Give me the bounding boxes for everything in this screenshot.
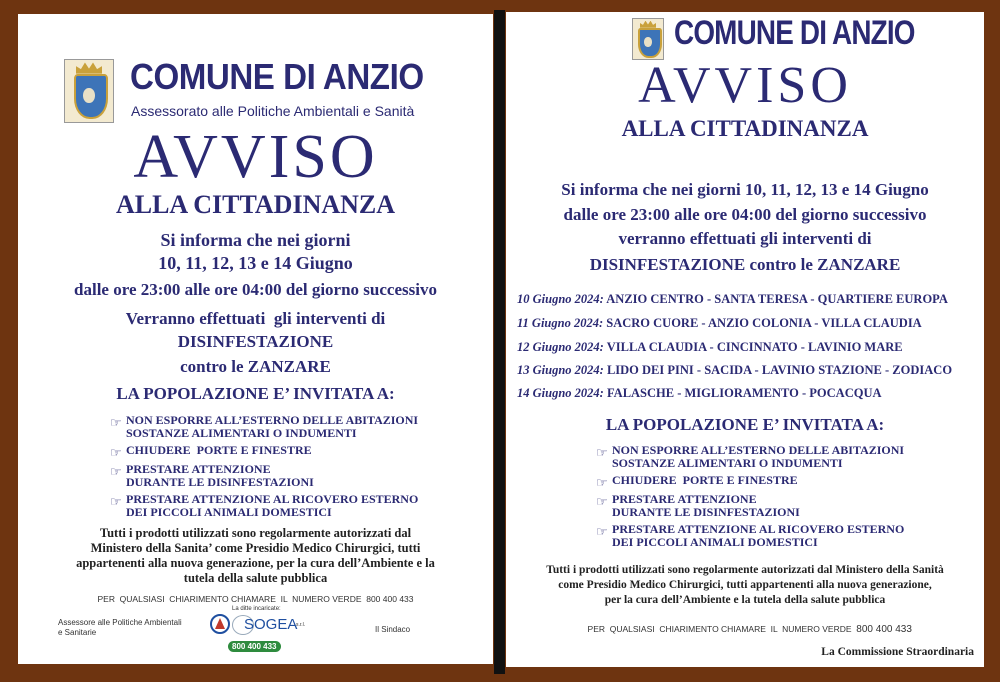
list-item: ☞ PRESTARE ATTENZIONE DURANTE LE DISINFESTAZIONI [596, 492, 800, 519]
coat-of-arms-icon [64, 59, 114, 123]
sogea-logo-icon [210, 614, 230, 634]
info-line-2: 10, 11, 12, 13 e 14 Giugno [158, 253, 353, 273]
info-line-3: verranno effettuati gli interventi di [618, 229, 872, 248]
sogea-name: SOGEA [244, 616, 298, 633]
products-note: Tutti i prodotti utilizzati sono regolarmente autorizzati dal Ministero della Sanità come Presidio Medico Chirurgici, tutti appartenenti alla nuova generazione, per la cura dell’Ambiente e la tutela della salute pubblica [546, 564, 944, 606]
pointing-hand-icon: ☞ [596, 445, 608, 460]
schedule-row: 12 Giugno 2024: VILLA CLAUDIA - CINCINNATO - LAVINIO MARE [517, 340, 903, 354]
bullet-list [110, 414, 480, 519]
contro-zanzare: contro le ZANZARE [180, 357, 331, 376]
sogea-suffix: s.r.l. [296, 622, 306, 628]
commission-signature: La Commissione Straordinaria [821, 646, 974, 658]
pointing-hand-icon: ☞ [596, 524, 608, 539]
pointing-hand-icon: ☞ [596, 475, 608, 490]
avviso-title: AVVISO [638, 57, 852, 114]
info-line-2: dalle ore 23:00 alle ore 04:00 del giorno successivo [563, 205, 927, 224]
contact-line: PER QUALSIASI CHIARIMENTO CHIAMARE IL NUMERO VERDE 800 400 433 [97, 594, 414, 604]
info-line-1: Si informa che nei giorni [160, 230, 351, 250]
coat-of-arms-icon [632, 18, 664, 60]
pointing-hand-icon: ☞ [110, 464, 122, 479]
green-number-badge: 800 400 433 [228, 641, 281, 652]
pointing-hand-icon: ☞ [110, 445, 122, 460]
org-name: COMUNE DI ANZIO [674, 14, 915, 52]
popolazione-invitata: LA POPOLAZIONE E’ INVITATA A: [605, 415, 885, 434]
contractor-block [208, 606, 318, 656]
info-line-1: Si informa che nei giorni 10, 11, 12, 13 e 14 Giugno [561, 180, 929, 199]
alla-cittadinanza: ALLA CITTADINANZA [621, 116, 869, 141]
verranno-line: Verranno effettuati gli interventi di [125, 309, 386, 328]
left-poster [18, 14, 493, 664]
org-subtitle: Assessorato alle Politiche Ambientali e Sanità [131, 103, 415, 119]
pointing-hand-icon: ☞ [596, 494, 608, 509]
center-divider [494, 10, 505, 674]
pointing-hand-icon: ☞ [110, 415, 122, 430]
sindaco-signature: Il Sindaco [375, 625, 411, 634]
contact-line: PER QUALSIASI CHIARIMENTO CHIAMARE IL NUMERO VERDE 800 400 433 [587, 624, 912, 635]
list-item: ☞ CHIUDERE PORTE E FINESTRE [110, 443, 312, 460]
schedule-row: 10 Giugno 2024: ANZIO CENTRO - SANTA TERESA - QUARTIERE EUROPA [517, 292, 948, 306]
list-item: ☞ CHIUDERE PORTE E FINESTRE [596, 473, 798, 490]
popolazione-invitata: LA POPOLAZIONE E’ INVITATA A: [116, 384, 395, 403]
pointing-hand-icon: ☞ [110, 494, 122, 509]
alla-cittadinanza: ALLA CITTADINANZA [115, 190, 396, 219]
assessore-signature: Assessore alle Politiche Ambientali e Sanitarie [58, 618, 182, 637]
list-item: ☞ PRESTARE ATTENZIONE AL RICOVERO ESTERNO DEI PICCOLI ANIMALI DOMESTICI [596, 522, 905, 549]
schedule-row: 14 Giugno 2024: FALASCHE - MIGLIORAMENTO - POCACQUA [517, 386, 882, 400]
avviso-title: AVVISO [133, 123, 378, 191]
bullet-list [596, 444, 966, 549]
info-line-4: DISINFESTAZIONE contro le ZANZARE [589, 255, 901, 274]
schedule-row: 11 Giugno 2024: SACRO CUORE - ANZIO COLONIA - VILLA CLAUDIA [517, 316, 922, 330]
ditte-label: La ditte incaricate: [232, 606, 281, 612]
list-item: ☞ NON ESPORRE ALL’ESTERNO DELLE ABITAZIONI SOSTANZE ALIMENTARI O INDUMENTI [596, 443, 905, 470]
list-item: ☞ PRESTARE ATTENZIONE AL RICOVERO ESTERNO DEI PICCOLI ANIMALI DOMESTICI [110, 492, 419, 519]
list-item: ☞ PRESTARE ATTENZIONE DURANTE LE DISINFESTAZIONI [110, 462, 314, 489]
schedule-list [517, 292, 952, 409]
schedule-row: 13 Giugno 2024: LIDO DEI PINI - SACIDA - LAVINIO STAZIONE - ZODIACO [517, 363, 953, 377]
list-item: ☞ NON ESPORRE ALL’ESTERNO DELLE ABITAZIONI SOSTANZE ALIMENTARI O INDUMENTI [110, 413, 419, 440]
org-name: COMUNE DI ANZIO [130, 56, 424, 97]
products-note: Tutti i prodotti utilizzati sono regolarmente autorizzati dal Ministero della Sanita’ come Presidio Medico Chirurgici, tutti appartenenti alla nuova generazione, per la cura dell’Ambiente e la tutela della salute pubblica [76, 526, 435, 585]
disinfestazione: DISINFESTAZIONE [177, 332, 334, 351]
info-line-3: dalle ore 23:00 alle ore 04:00 del giorno successivo [74, 280, 437, 299]
contact-number: 800 400 433 [856, 624, 912, 635]
right-poster [506, 12, 984, 667]
